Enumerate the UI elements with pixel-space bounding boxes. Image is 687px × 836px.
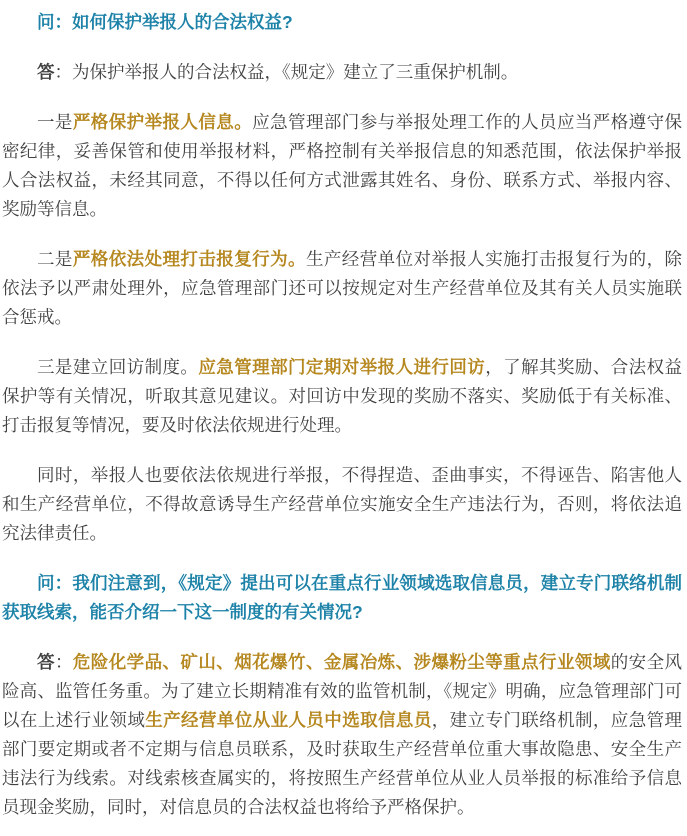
body-text: 应急管理部门参与举报处理工作的人员应当严格遵守保密纪律，妥善保管和使用举报材料，严格控制有关举报信息的知悉范围，依法保护举报人合法权益，未经其同意，不得以任何方式泄露其姓名、身份、联系方式、举报内容、奖励等信息。 [2,112,683,219]
body-text: 三是建立回访制度。 [37,357,199,377]
answer-paragraph-1 [2,58,682,87]
highlight-phrase: 危险化学品、矿山、烟花爆竹、金属冶炼、涉爆粉尘等重点行业领域 [72,652,611,672]
question-text: 问：我们注意到，《规定》提出可以在重点行业领域选取信息员，建立专门联络机制获取线索，能否介绍一下这一制度的有关情况? [2,573,682,622]
body-text: 一是 [37,112,73,132]
highlight-phrase: 严格保护举报人信息。 [72,112,253,132]
answer-paragraph-2 [2,648,682,822]
point-paragraph-1 [2,108,682,224]
question-paragraph-2 [2,569,682,627]
question-text: 问：如何保护举报人的合法权益? [37,12,293,32]
question-paragraph-1 [2,8,682,37]
body-text: 二是 [37,249,73,269]
answer-text: ：为保护举报人的合法权益，《规定》建立了三重保护机制。 [54,62,519,82]
answer-text: ： [54,652,73,672]
point-paragraph-3 [2,353,682,440]
answer-label: 答 [37,62,55,82]
body-text: 同时，举报人也要依法依规进行举报，不得捏造、歪曲事实，不得诬告、陷害他人和生产经营单位，不得故意诱导生产经营单位实施安全生产违法行为，否则，将依法追究法律责任。 [2,465,682,543]
point-paragraph-2 [2,245,682,332]
highlight-phrase: 应急管理部门定期对举报人进行回访 [198,357,486,377]
body-text: 生产经营单位对举报人实施打击报复行为的，除依法予以严肃处理外，应急管理部门还可以按规定对生产经营单位及其有关人员实施联合惩戒。 [2,249,683,327]
body-text: 的安全风险高、监管任务重。为了建立长期精准有效的监管机制，《规定》明确，应急管理部门可以在上述行业领域 [2,652,683,730]
highlight-phrase: 生产经营单位从业人员中选取信息员 [145,710,432,730]
body-text: ，了解其奖励、合法权益保护等有关情况，听取其意见建议。对回访中发现的奖励不落实、奖励低于有关标准、打击报复等情况，要及时依法依规进行处理。 [2,357,683,435]
note-paragraph [2,461,682,548]
highlight-phrase: 严格依法处理打击报复行为。 [72,249,306,269]
body-text: ，建立专门联络机制，应急管理部门要定期或者不定期与信息员联系，及时获取生产经营单位重大事故隐患、安全生产违法行为线索。对线索核查属实的，将按照生产经营单位从业人员举报的标准给予信息员现金奖励，同时，对信息员的合法权益也将给予严格保护。 [2,710,683,817]
answer-label: 答 [37,652,55,672]
